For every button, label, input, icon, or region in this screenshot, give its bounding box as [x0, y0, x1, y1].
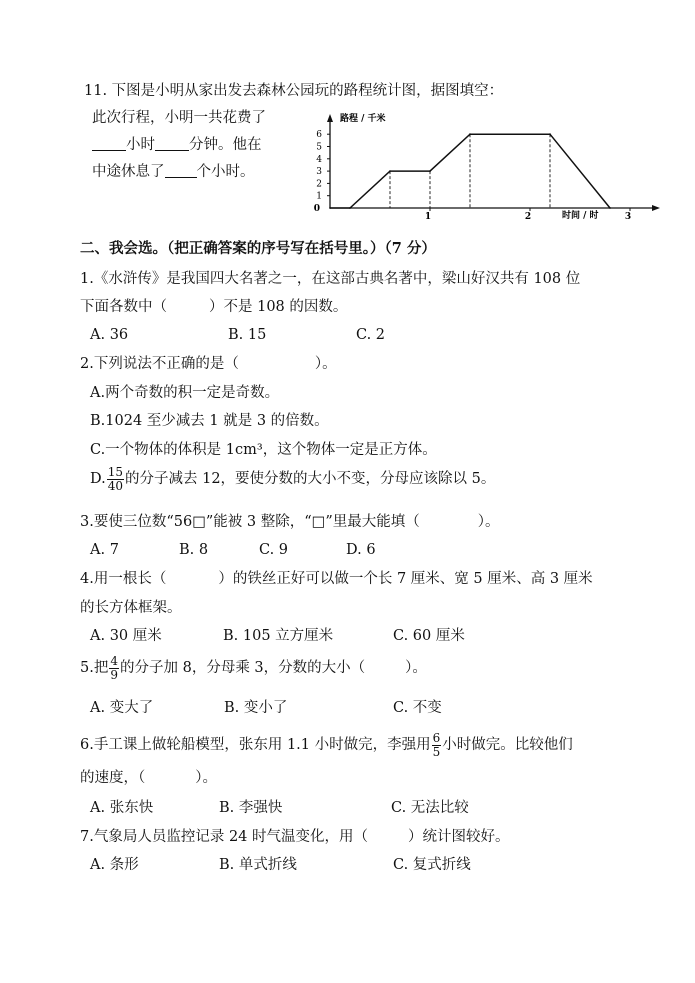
q2-option-b[interactable]: B.1024 至少减去 1 就是 3 的倍数。: [90, 413, 329, 429]
q5-option-a[interactable]: A. 变大了: [90, 700, 154, 716]
q4-option-c[interactable]: C. 60 厘米: [393, 628, 465, 644]
data-point: [389, 170, 391, 172]
rest-unit: 个小时。: [196, 164, 255, 180]
q3-stem: [80, 515, 500, 530]
q6-stem-b: 小时做完。比较他们: [442, 737, 573, 754]
fraction-numerator: 6: [432, 731, 441, 745]
fraction-denominator: 40: [107, 478, 123, 493]
section-heading: 二、我会选。（把正确答案的序号写在括号里。）（7 分）: [80, 240, 436, 257]
fraction-6-5: [432, 732, 442, 758]
q1-line1: 1.《水浒传》是我国四大名著之一，在这部古典名著中，梁山好汉共有 108 位: [80, 271, 581, 287]
q7-stem: [80, 830, 510, 845]
q6-option-a[interactable]: A. 张东快: [90, 800, 154, 816]
rest-blank[interactable]: [165, 177, 197, 178]
q7-option-a[interactable]: A. 条形: [90, 857, 139, 873]
q5-stem: [80, 655, 427, 681]
q4-line1: [80, 572, 593, 587]
q1-option-a[interactable]: A. 36: [90, 327, 129, 343]
data-point: [609, 207, 611, 209]
q4-option-b[interactable]: B. 105 立方厘米: [223, 628, 334, 644]
data-point: [469, 133, 471, 135]
q3-option-a[interactable]: A. 7: [90, 542, 119, 558]
x-tick-label: 3: [624, 212, 632, 222]
q7-option-b[interactable]: B. 单式折线: [219, 857, 297, 873]
q3-option-c[interactable]: C. 9: [259, 542, 289, 558]
data-point: [549, 133, 551, 135]
q11-line1: 此次行程，小明一共花费了: [92, 110, 266, 126]
y-tick-label: 4: [316, 154, 322, 165]
q6-option-b[interactable]: B. 李强快: [219, 800, 283, 816]
q5-option-b[interactable]: B. 变小了: [224, 700, 288, 716]
q3-option-b[interactable]: B. 8: [179, 542, 209, 558]
q2-option-a[interactable]: A.两个奇数的积一定是奇数。: [90, 385, 280, 401]
q5-prefix: 5.把: [80, 660, 109, 677]
q7-stem-b: ）统计图较好。: [408, 829, 510, 845]
data-point: [329, 207, 331, 209]
minutes-blank[interactable]: [155, 150, 189, 151]
fraction-denominator: 5: [432, 744, 441, 759]
q1-line2: [80, 300, 347, 315]
hours-blank[interactable]: [92, 150, 126, 151]
q3-option-d[interactable]: D. 6: [346, 542, 376, 558]
q2-d-prefix: D.: [90, 471, 106, 488]
q11-line2: [92, 138, 262, 153]
q2-option-c[interactable]: C.一个物体的体积是 1cm³，这个物体一定是正方体。: [90, 442, 437, 458]
y-tick-label: 6: [316, 130, 322, 141]
q4-option-a[interactable]: A. 30 厘米: [90, 628, 162, 644]
q7-stem-a: 7.气象局人员监控记录 24 时气温变化，用（: [80, 829, 369, 845]
q5-option-c[interactable]: C. 不变: [393, 700, 442, 716]
q2-stem: [80, 357, 337, 372]
x-tick-label: 0: [313, 204, 320, 214]
q1-option-c[interactable]: C. 2: [356, 327, 386, 343]
y-tick-label: 2: [316, 179, 322, 190]
q4-stem-a: 4.用一根长（: [80, 571, 167, 587]
fraction-numerator: 15: [107, 465, 123, 479]
unit-minute: 分钟。他在: [189, 137, 262, 153]
q1-stem-a: 下面各数中（: [80, 299, 167, 315]
y-axis-label: 路程 / 千米: [340, 114, 386, 124]
x-tick-label: 1: [424, 212, 432, 222]
data-point: [429, 170, 431, 172]
q2-d-rest: 的分子减去 12，要使分数的大小不变，分母应该除以 5。: [125, 471, 496, 488]
x-axis-arrow-icon: [652, 205, 660, 211]
fraction-denominator: 9: [110, 667, 118, 682]
q6-stem-d: ）。: [195, 770, 217, 786]
fraction-15-40: [107, 466, 124, 492]
q4-stem-b: ）的铁丝正好可以做一个长 7 厘米、宽 5 厘米、高 3 厘米: [218, 571, 593, 587]
q6-stem-c: 的速度，（: [80, 770, 146, 786]
x-tick-label: 2: [524, 212, 532, 222]
q11-line3: [92, 165, 255, 180]
q5-stem-a: 的分子加 8，分母乘 3，分数的大小（: [119, 660, 366, 677]
rest-label: 中途休息了: [92, 164, 165, 180]
fraction-numerator: 4: [110, 654, 118, 668]
q6-option-c[interactable]: C. 无法比较: [391, 800, 469, 816]
distance-time-chart: [300, 104, 632, 222]
q5-stem-b: ）。: [405, 660, 427, 677]
y-tick-label: 3: [316, 167, 322, 178]
q6-stem-a: 6.手工课上做轮船模型，张东用 1.1 小时做完，李强用: [80, 737, 431, 754]
q3-stem-a: 3.要使三位数“56□”能被 3 整除，“□”里最大能填（: [80, 514, 420, 530]
q4-line2: 的长方体框架。: [80, 600, 182, 616]
q2-stem-b: ）。: [314, 356, 337, 372]
q7-option-c[interactable]: C. 复式折线: [393, 857, 471, 873]
q1-stem-b: ）不是 108 的因数。: [209, 299, 348, 315]
y-axis-arrow-icon: [327, 114, 333, 122]
q11-title: 11. 下图是小明从家出发去森林公园玩的路程统计图，据图填空：: [84, 83, 504, 99]
unit-hour: 小时: [126, 137, 155, 153]
chart-axes: [327, 114, 660, 211]
q6-line2: [80, 771, 217, 786]
q2-option-d[interactable]: [90, 466, 495, 492]
q3-stem-b: ）。: [477, 514, 500, 530]
y-tick-label: 1: [316, 191, 322, 202]
q2-stem-a: 2.下列说法不正确的是（: [80, 356, 239, 372]
fraction-4-9: [109, 655, 119, 681]
q6-line1: [80, 732, 573, 758]
data-point: [349, 207, 351, 209]
q1-option-b[interactable]: B. 15: [228, 327, 267, 343]
y-tick-label: 5: [316, 142, 322, 153]
x-axis-label: 时间 / 时: [562, 211, 599, 221]
